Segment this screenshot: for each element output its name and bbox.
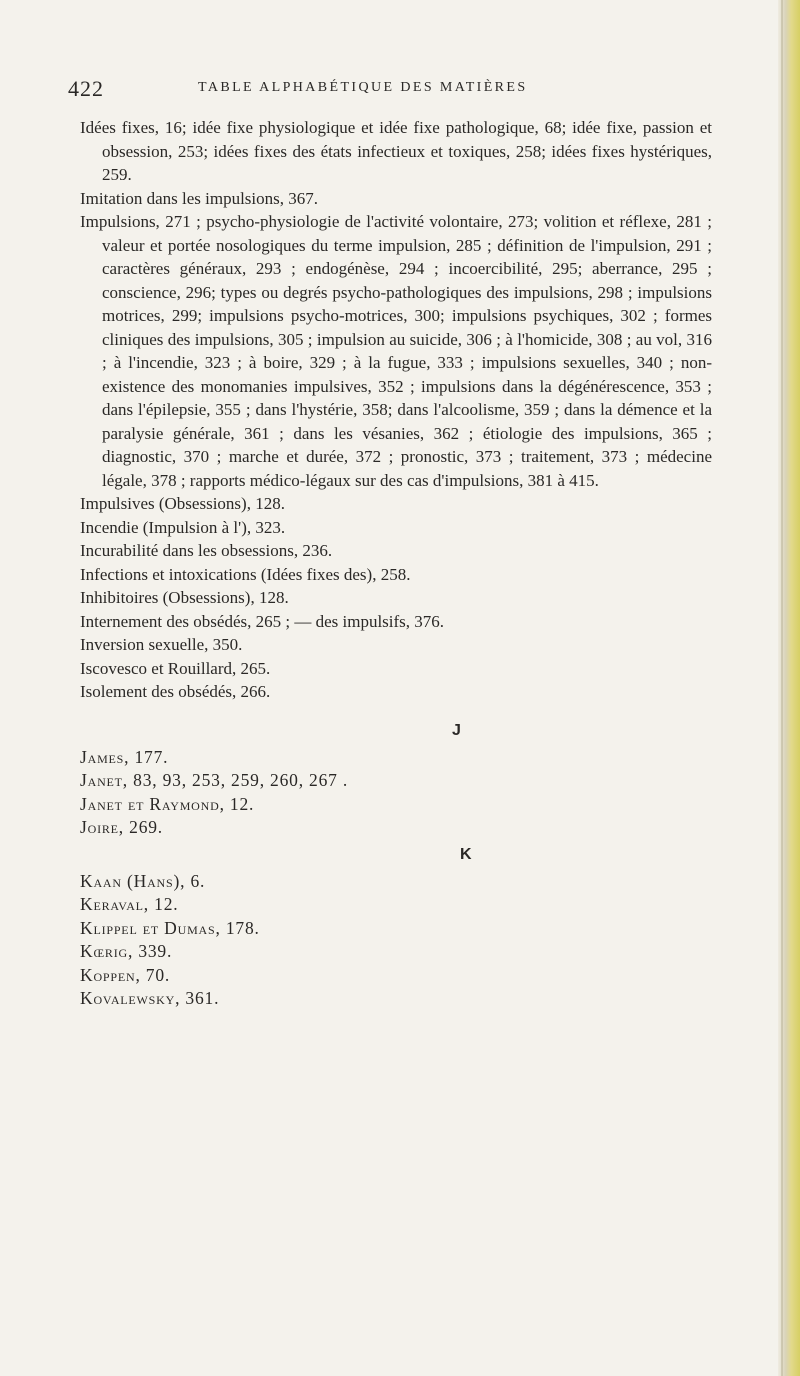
index-entry-kovalewsky: Kovalewsky, 361. [80, 988, 220, 1008]
page-header [68, 76, 708, 106]
index-entry-iscovesco: Iscovesco et Rouillard, 265. [80, 658, 271, 678]
page-edge-shadow [778, 0, 800, 1376]
running-title: TABLE ALPHABÉTIQUE DES MATIÈRES [198, 80, 528, 95]
index-entry-imitation: Imitation dans les impulsions, 367. [80, 188, 318, 208]
index-entry-impulsions: Impulsions, 271 ; psycho-physiologie de l'activité volontaire, 273; volition et réflexe, 281 ; valeur et portée nosologiques du terme impulsion, 285 ; définition de l'impulsion, 291 ; caractères généraux, 293 ; endogénèse, 294 ; incoercibilité, 295; aberrance, 295 ; conscience, 296; types ou degrés psycho-pathologiques des impulsions, 298 ; impulsions motrices, 299; impulsions psycho-motrices, 300; impulsions psychiques, 302 ; formes cliniques des impulsions, 305 ; impulsion au suicide, 306 ; à l'homicide, 308 ; au vol, 316 ; à l'incendie, 323 ; à boire, 329 ; à la fugue, 333 ; impulsions sexuelles, 340 ; non-existence des monomanies impulsives, 352 ; impulsions dans la dégénérescence, 353 ; dans l'épilepsie, 355 ; dans l'hystérie, 358; dans l'alcoolisme, 359 ; dans la démence et la paralysie générale, 361 ; dans les vésanies, 362 ; étiologie des impulsions, 365 ; diagnostic, 370 ; marche et durée, 372 ; pronostic, 373 ; traitement, 373 ; médecine légale, 378 ; rapports médico-légaux sur des cas d'impulsions, 381 à 415. [80, 212, 712, 490]
index-entry-internement: Internement des obsédés, 265 ; — des impulsifs, 376. [80, 611, 445, 631]
index-entry-janet-raymond: Janet et Raymond, 12. [80, 793, 255, 814]
index-entry-isolement: Isolement des obsédés, 266. [80, 682, 271, 701]
index-section-k [80, 840, 712, 1011]
index-entry-keraval: Keraval, 12. [80, 894, 179, 914]
index-entry-kaan: Kaan (Hans), 6. [80, 870, 206, 891]
section-letter-j: J [452, 721, 461, 739]
index-entry-inversion: Inversion sexuelle, 350. [80, 635, 243, 654]
index-section-j [80, 716, 712, 840]
section-letter-k: K [460, 845, 472, 863]
index-entry-james: James, 177. [80, 746, 169, 767]
index-entry-koerig: Kœrig, 339. [80, 941, 173, 961]
index-content [80, 116, 712, 1011]
index-entry-infections: Infections et intoxications (Idées fixes des), 258. [80, 564, 411, 584]
index-entry-joire: Joire, 269. [80, 817, 163, 837]
index-entry-klippel-dumas: Klippel et Dumas, 178. [80, 917, 260, 938]
index-entry-incendie: Incendie (Impulsion à l'), 323. [80, 517, 286, 537]
index-entry-impulsives: Impulsives (Obsessions), 128. [80, 494, 285, 513]
index-entry-janet: Janet, 83, 93, 253, 259, 260, 267 . [80, 770, 349, 790]
index-entry-idees-fixes: Idées fixes, 16; idée fixe physiologique et idée fixe pathologique, 68; idée fixe, passion et obsession, 253; idées fixes des états infectieux et toxiques, 258; idées fixes hystériques, 259. [80, 118, 712, 184]
index-entry-inhibitoires: Inhibitoires (Obsessions), 128. [80, 588, 289, 607]
page-number: 422 [68, 76, 104, 101]
index-entry-incurabilite: Incurabilité dans les obsessions, 236. [80, 541, 333, 560]
index-section-i [80, 116, 712, 704]
index-entry-koppen: Koppen, 70. [80, 964, 171, 985]
